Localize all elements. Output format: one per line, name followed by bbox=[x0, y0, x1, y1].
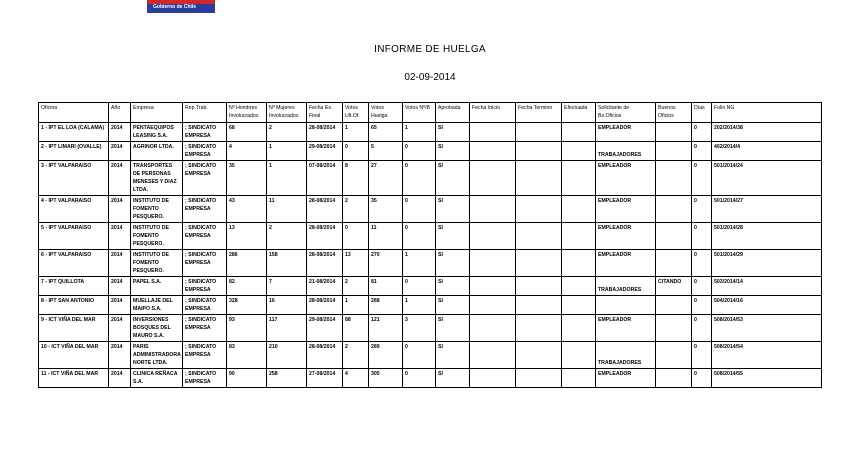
table-cell: 2014 bbox=[109, 161, 131, 196]
table-cell bbox=[656, 342, 692, 369]
table-cell: INVERSIONES BOSQUES DEL MAURO S.A. bbox=[131, 315, 183, 342]
table-cell: 2014 bbox=[109, 369, 131, 388]
table-cell: 5 - IPT VALPARAISO bbox=[39, 223, 109, 250]
table-cell bbox=[656, 161, 692, 196]
table-cell: 27 bbox=[369, 161, 403, 196]
column-header: Fecha Inicio bbox=[470, 103, 516, 123]
column-header: Aprobada bbox=[436, 103, 470, 123]
table-cell: 0 bbox=[692, 296, 712, 315]
table-cell: 43 bbox=[227, 196, 267, 223]
table-cell: TRABAJADORES bbox=[596, 342, 656, 369]
table-cell: 258 bbox=[267, 369, 307, 388]
table-cell: 28-08/2014 bbox=[307, 296, 343, 315]
table-cell: 508/2014/55 bbox=[712, 369, 822, 388]
table-cell bbox=[470, 161, 516, 196]
table-cell: 81 bbox=[369, 277, 403, 296]
table-cell: TRABAJADORES bbox=[596, 277, 656, 296]
table-cell: 0 bbox=[692, 161, 712, 196]
table-cell: 29-08/2014 bbox=[307, 142, 343, 161]
table-cell bbox=[516, 296, 562, 315]
table-cell: 82 bbox=[227, 277, 267, 296]
table-cell: SI bbox=[436, 142, 470, 161]
table-cell: 2 bbox=[343, 196, 369, 223]
table-cell bbox=[562, 250, 596, 277]
table-cell: 93 bbox=[227, 315, 267, 342]
table-cell: 11 bbox=[267, 196, 307, 223]
table-cell bbox=[562, 277, 596, 296]
table-cell bbox=[470, 315, 516, 342]
table-cell: ; SINDICATO EMPRESA bbox=[183, 342, 227, 369]
strike-report-table bbox=[38, 102, 822, 388]
table-cell: 0 bbox=[692, 369, 712, 388]
column-header: Votos Huelga bbox=[369, 103, 403, 123]
table-cell: ; SINDICATO EMPRESA bbox=[183, 296, 227, 315]
table-cell: 402/2014/4 bbox=[712, 142, 822, 161]
table-cell: SI bbox=[436, 277, 470, 296]
table-cell: 2014 bbox=[109, 250, 131, 277]
table-cell: 0 bbox=[403, 196, 436, 223]
table-cell bbox=[516, 223, 562, 250]
column-header: Folio NG bbox=[712, 103, 822, 123]
table-cell bbox=[470, 250, 516, 277]
table-cell: 29-08/2014 bbox=[307, 315, 343, 342]
table-cell: 0 bbox=[692, 342, 712, 369]
table-cell: 10 - ICT VIÑA DEL MAR bbox=[39, 342, 109, 369]
table-cell: TRABAJADORES bbox=[596, 142, 656, 161]
column-header: Efectuada bbox=[562, 103, 596, 123]
column-header: Nº Mujeres Involucrados bbox=[267, 103, 307, 123]
column-header: Solicitante de Bs.Oficios bbox=[596, 103, 656, 123]
table-cell: 0 bbox=[692, 196, 712, 223]
column-header: Fecha Termino bbox=[516, 103, 562, 123]
column-header: Nº Hombres Involucrados bbox=[227, 103, 267, 123]
column-header: Días bbox=[692, 103, 712, 123]
table-cell bbox=[516, 196, 562, 223]
table-cell bbox=[562, 196, 596, 223]
table-cell bbox=[516, 342, 562, 369]
report-title: INFORME DE HUELGA bbox=[374, 44, 486, 55]
table-cell: 0 bbox=[403, 142, 436, 161]
table-cell: EMPLEADOR bbox=[596, 123, 656, 142]
table-cell: PAPEL S.A. bbox=[131, 277, 183, 296]
table-cell bbox=[516, 369, 562, 388]
table-cell: ; SINDICATO EMPRESA bbox=[183, 250, 227, 277]
table-cell: SI bbox=[436, 223, 470, 250]
column-header: Empresa bbox=[131, 103, 183, 123]
table-cell bbox=[656, 223, 692, 250]
table-cell: 0 bbox=[692, 315, 712, 342]
table-cell: 9 - ICT VIÑA DEL MAR bbox=[39, 315, 109, 342]
table-cell: SI bbox=[436, 296, 470, 315]
table-cell: 88 bbox=[343, 315, 369, 342]
table-cell: 7 - IPT QUILLOTA bbox=[39, 277, 109, 296]
table-cell: 1 bbox=[267, 161, 307, 196]
table-cell: EMPLEADOR bbox=[596, 315, 656, 342]
table-cell: 11 bbox=[369, 223, 403, 250]
table-cell: SI bbox=[436, 342, 470, 369]
table-cell: 27-08/2014 bbox=[307, 369, 343, 388]
table-cell: 8 - IPT SAN ANTONIO bbox=[39, 296, 109, 315]
table-cell: 07-08/2014 bbox=[307, 161, 343, 196]
table-cell bbox=[516, 315, 562, 342]
table-row bbox=[39, 223, 822, 250]
table-cell: 21-08/2014 bbox=[307, 277, 343, 296]
table-cell: 158 bbox=[267, 250, 307, 277]
table-cell: ; SINDICATO EMPRESA bbox=[183, 315, 227, 342]
table-cell: 286 bbox=[227, 250, 267, 277]
table-cell bbox=[516, 142, 562, 161]
table-cell: EMPLEADOR bbox=[596, 250, 656, 277]
table-row bbox=[39, 161, 822, 196]
table-cell bbox=[562, 369, 596, 388]
table-cell: 35 bbox=[227, 161, 267, 196]
table-cell: 1 bbox=[403, 123, 436, 142]
table-cell: MUELLAJE DEL MAIPO S.A. bbox=[131, 296, 183, 315]
table-cell: 6 - IPT VALPARAISO bbox=[39, 250, 109, 277]
table-cell: AGRINOR LTDA. bbox=[131, 142, 183, 161]
table-cell: 1 bbox=[403, 250, 436, 277]
table-cell: 3 bbox=[403, 315, 436, 342]
table-cell: 2 bbox=[267, 123, 307, 142]
table-cell: 2014 bbox=[109, 223, 131, 250]
table-cell: 0 bbox=[403, 223, 436, 250]
table-cell: 2 - IPT LIMARI (OVALLE) bbox=[39, 142, 109, 161]
table-cell: 13 bbox=[227, 223, 267, 250]
column-header: Fecha Ex. Final bbox=[307, 103, 343, 123]
table-cell: 2014 bbox=[109, 342, 131, 369]
table-cell: 0 bbox=[403, 161, 436, 196]
column-header: Año bbox=[109, 103, 131, 123]
table-cell: 35 bbox=[369, 196, 403, 223]
table-cell: 501/2014/27 bbox=[712, 196, 822, 223]
table-cell bbox=[562, 161, 596, 196]
table-cell: SI bbox=[436, 161, 470, 196]
table-cell bbox=[656, 196, 692, 223]
table-cell: 28-08/2014 bbox=[307, 123, 343, 142]
table-cell: 270 bbox=[369, 250, 403, 277]
table-cell: 1 bbox=[343, 123, 369, 142]
table-cell: 83 bbox=[227, 342, 267, 369]
table-row bbox=[39, 342, 822, 369]
table-cell: 0 bbox=[692, 142, 712, 161]
table-cell: 1 bbox=[267, 142, 307, 161]
table-cell: 0 bbox=[692, 123, 712, 142]
table-cell bbox=[470, 196, 516, 223]
table-cell: SI bbox=[436, 196, 470, 223]
table-cell bbox=[656, 142, 692, 161]
table-cell: 508/2014/53 bbox=[712, 315, 822, 342]
table-cell: 11 - ICT VIÑA DEL MAR bbox=[39, 369, 109, 388]
table-cell: 2014 bbox=[109, 196, 131, 223]
table-cell bbox=[656, 123, 692, 142]
table-cell bbox=[656, 296, 692, 315]
table-cell bbox=[516, 250, 562, 277]
table-cell: 2014 bbox=[109, 296, 131, 315]
table-cell: 7 bbox=[267, 277, 307, 296]
table-cell: ; SINDICATO EMPRESA bbox=[183, 142, 227, 161]
column-header: Oficina bbox=[39, 103, 109, 123]
table-cell: 288 bbox=[369, 296, 403, 315]
table-row bbox=[39, 277, 822, 296]
table-cell: 2014 bbox=[109, 277, 131, 296]
table-cell: PARIS ADMINISTRADORA NORTE LTDA. bbox=[131, 342, 183, 369]
table-row bbox=[39, 250, 822, 277]
table-cell: SI bbox=[436, 250, 470, 277]
table-cell bbox=[562, 342, 596, 369]
table-cell: EMPLEADOR bbox=[596, 161, 656, 196]
table-cell: EMPLEADOR bbox=[596, 196, 656, 223]
table-cell: 90 bbox=[227, 369, 267, 388]
table-cell bbox=[516, 161, 562, 196]
table-cell: 65 bbox=[369, 123, 403, 142]
table-cell: 28-08/2014 bbox=[307, 196, 343, 223]
table-cell bbox=[562, 223, 596, 250]
table-cell: INSTITUTO DE FOMENTO PESQUERO. bbox=[131, 196, 183, 223]
table-cell: 501/2014/24 bbox=[712, 161, 822, 196]
table-cell: 1 bbox=[343, 296, 369, 315]
table-cell: 0 bbox=[343, 142, 369, 161]
table-cell: 328 bbox=[227, 296, 267, 315]
table-cell: CLINICA REÑACA S.A. bbox=[131, 369, 183, 388]
table-cell bbox=[470, 223, 516, 250]
table-cell: 305 bbox=[369, 369, 403, 388]
table-cell: CITANDO bbox=[656, 277, 692, 296]
table-cell: 2014 bbox=[109, 142, 131, 161]
table-cell bbox=[470, 277, 516, 296]
table-cell: ; SINDICATO EMPRESA bbox=[183, 123, 227, 142]
table-cell: ; SINDICATO EMPRESA bbox=[183, 161, 227, 196]
table-cell: 4 bbox=[343, 369, 369, 388]
table-cell: 2 bbox=[267, 223, 307, 250]
table-cell bbox=[562, 123, 596, 142]
table-cell: 3 - IPT VALPARAISO bbox=[39, 161, 109, 196]
table-cell bbox=[470, 142, 516, 161]
table-cell: 0 bbox=[403, 369, 436, 388]
table-cell: ; SINDICATO EMPRESA bbox=[183, 369, 227, 388]
table-cell: 28-08/2014 bbox=[307, 342, 343, 369]
column-header: Votos Ult.Of. bbox=[343, 103, 369, 123]
table-cell: 503/2014/14 bbox=[712, 277, 822, 296]
table-cell: EMPLEADOR bbox=[596, 369, 656, 388]
table-cell: 501/2014/28 bbox=[712, 223, 822, 250]
table-cell bbox=[470, 123, 516, 142]
table-cell bbox=[656, 369, 692, 388]
table-cell bbox=[656, 315, 692, 342]
table-cell bbox=[562, 296, 596, 315]
table-cell: 2 bbox=[343, 277, 369, 296]
table-cell bbox=[596, 296, 656, 315]
table-cell: SI bbox=[436, 369, 470, 388]
table-cell: 508/2014/54 bbox=[712, 342, 822, 369]
table-cell bbox=[470, 369, 516, 388]
table-cell: 121 bbox=[369, 315, 403, 342]
table-cell: 0 bbox=[692, 250, 712, 277]
table-cell: 4 bbox=[227, 142, 267, 161]
table-cell: SI bbox=[436, 315, 470, 342]
table-cell: 28-08/2014 bbox=[307, 250, 343, 277]
table-cell: 0 bbox=[692, 223, 712, 250]
table-cell: INSTITUTO DE FOMENTO PESQUERO. bbox=[131, 223, 183, 250]
table-cell bbox=[516, 277, 562, 296]
table-cell bbox=[516, 123, 562, 142]
table-row bbox=[39, 123, 822, 142]
table-cell: 289 bbox=[369, 342, 403, 369]
table-cell: INSTITUTO DE FOMENTO PESQUERO. bbox=[131, 250, 183, 277]
table-cell: 0 bbox=[343, 223, 369, 250]
table-cell: 1 - IPT EL LOA (CALAMA) bbox=[39, 123, 109, 142]
table-cell: 2014 bbox=[109, 123, 131, 142]
table-row bbox=[39, 142, 822, 161]
table-cell bbox=[470, 296, 516, 315]
column-header: Votos Nº/B bbox=[403, 103, 436, 123]
table-cell: ; SINDICATO EMPRESA bbox=[183, 223, 227, 250]
table-cell bbox=[656, 250, 692, 277]
table-cell: SI bbox=[436, 123, 470, 142]
table-cell: 0 bbox=[403, 277, 436, 296]
table-cell: 5 bbox=[369, 142, 403, 161]
table-cell: 202/2014/38 bbox=[712, 123, 822, 142]
table-cell: 16 bbox=[267, 296, 307, 315]
table-cell: EMPLEADOR bbox=[596, 223, 656, 250]
table-cell: TRANSPORTES DE PERSONAS MENESES Y DIAZ LTDA. bbox=[131, 161, 183, 196]
table-row bbox=[39, 369, 822, 388]
column-header: Buenos Oficios bbox=[656, 103, 692, 123]
table-cell bbox=[470, 342, 516, 369]
table-cell: PENTAEQUIPOS LEASING S.A. bbox=[131, 123, 183, 142]
logo-text: Gobierno de Chile bbox=[153, 4, 197, 10]
table-cell: 504/2014/16 bbox=[712, 296, 822, 315]
table-cell: 1 bbox=[403, 296, 436, 315]
table-cell: 2 bbox=[343, 342, 369, 369]
report-date: 02-09-2014 bbox=[404, 72, 456, 83]
table-cell: ; SINDICATO EMPRESA bbox=[183, 277, 227, 296]
column-header: Rep.Trab. bbox=[183, 103, 227, 123]
table-cell: 2014 bbox=[109, 315, 131, 342]
table-cell: 4 - IPT VALPARAISO bbox=[39, 196, 109, 223]
table-cell bbox=[562, 315, 596, 342]
table-cell: 117 bbox=[267, 315, 307, 342]
table-cell: 0 bbox=[403, 342, 436, 369]
table-row bbox=[39, 296, 822, 315]
table-cell: 501/2014/29 bbox=[712, 250, 822, 277]
table-cell: 13 bbox=[343, 250, 369, 277]
table-cell: 28-08/2014 bbox=[307, 223, 343, 250]
table-cell bbox=[562, 142, 596, 161]
table-cell: ; SINDICATO EMPRESA bbox=[183, 196, 227, 223]
government-logo bbox=[147, 0, 215, 13]
table-cell: 68 bbox=[227, 123, 267, 142]
table-cell: 210 bbox=[267, 342, 307, 369]
table-row bbox=[39, 196, 822, 223]
table-cell: 8 bbox=[343, 161, 369, 196]
table-row bbox=[39, 315, 822, 342]
table-cell: 0 bbox=[692, 277, 712, 296]
